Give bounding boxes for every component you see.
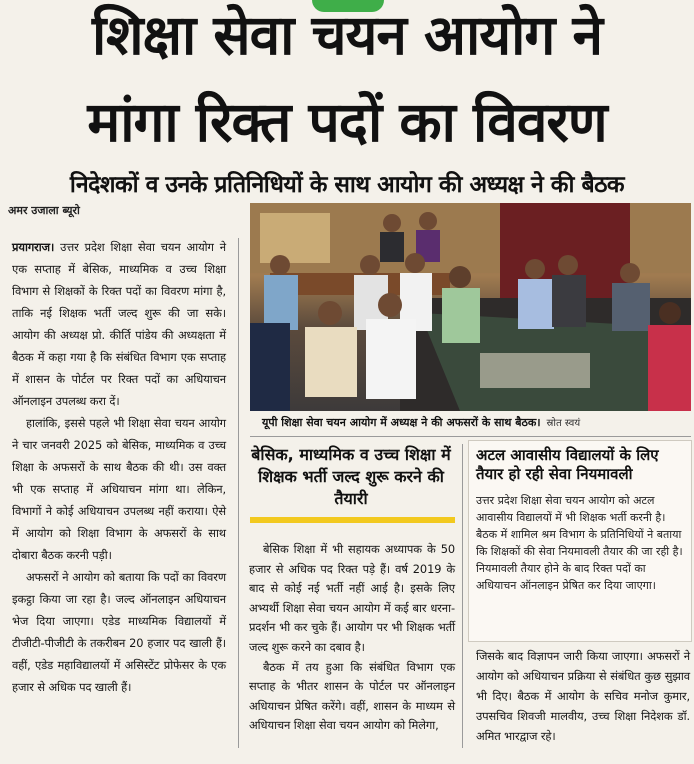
subheadline: निदेशकों व उनके प्रतिनिधियों के साथ आयोग की अध्यक्ष ने की बैठक bbox=[69, 172, 625, 198]
side-box-body: उत्तर प्रदेश शिक्षा सेवा चयन आयोग को अटल आवासीय विद्यालयों में भी शिक्षक भर्ती करनी है। बैठक में शामिल श्रम विभाग के प्रतिनिधियों ने बताया कि शिक्षकों की सेवा नियमावली तैयार की जा रही है। नियमावली तैयार होने के बाद रिक्त पदों का अधियाचन ऑनलाइन प्रेषित कर दिया जाएगा। bbox=[476, 494, 683, 592]
middle-story-body bbox=[249, 540, 455, 736]
byline: अमर उजाला ब्यूरो bbox=[8, 204, 80, 217]
column-divider-1 bbox=[238, 238, 239, 748]
column-1-para-3: अफसरों ने आयोग को बताया कि पदों का विवरण इकट्ठा किया जा रहा है। जल्द ऑनलाइन अधियाचन भेज दिया जाएगा। एडेड माध्यमिक विद्यालयों में टीजीटी-पीजीटी के तकरीबन 20 हजार पद खाली हैं। वहीं, एडेड महाविद्यालयों में असिस्टेंट प्रोफेसर के एक हजार से अधिक पद खाली हैं। bbox=[12, 570, 226, 694]
column-1-para-1-text: उत्तर प्रदेश शिक्षा सेवा चयन आयोग ने एक सप्ताह में बेसिक, माध्यमिक व उच्च शिक्षा विभाग से शिक्षकों के रिक्त पदों का विवरण मांगा है, ताकि नई शिक्षक भर्ती जल्द शुरू की जा सके। आयोग की अध्यक्ष प्रो. कीर्ति पांडेय की अध्यक्षता में बैठक में कहा गया है कि संबंधित विभाग एक सप्ताह में शासन के पोर्टल पर रिक्त पदों का अधियाचन ऑनलाइन उपलब्ध करा दें। bbox=[12, 240, 226, 408]
photo-caption-text: यूपी शिक्षा सेवा चयन आयोग में अध्यक्ष ने की अफसरों के साथ बैठक। bbox=[262, 416, 541, 429]
middle-story-heading: बेसिक, माध्यमिक व उच्च शिक्षा में शिक्षक भर्ती जल्द शुरू करने की तैयारी bbox=[251, 445, 451, 508]
column-3 bbox=[476, 646, 690, 746]
headline-line-1: शिक्षा सेवा चयन आयोग ने bbox=[91, 3, 603, 67]
photo-caption bbox=[262, 415, 682, 432]
dateline: प्रयागराज। bbox=[12, 240, 55, 254]
middle-story-para-1: बेसिक शिक्षा में भी सहायक अध्यापक के 50 हजार से अधिक पद रिक्त पड़े हैं। वर्ष 2019 के बाद से कोई नई भर्ती नहीं आई है। इसके लिए अभ्यर्थी शिक्षा सेवा चयन आयोग में कई बार धरना-प्रदर्शन भी कर चुके हैं। आयोग पर भी शिक्षक भर्ती जल्द शुरू करने का दबाव है। bbox=[249, 542, 455, 654]
photo-source: स्रोत स्वयं bbox=[546, 418, 581, 429]
column-1-para-1 bbox=[12, 236, 226, 412]
column-1 bbox=[12, 236, 226, 698]
column-3-para: जिसके बाद विज्ञापन जारी किया जाएगा। अफसरों ने आयोग को अधियाचन प्रक्रिया से संबंधित कुछ सुझाव भी दिए। बैठक में आयोग के सचिव मनोज कुमार, उपसचिव शिवजी मालवीय, उच्च शिक्षा निदेशक डॉ. अमित भारद्वाज रहे। bbox=[476, 649, 690, 743]
heading-accent-bar bbox=[250, 517, 455, 523]
caption-divider bbox=[250, 436, 691, 437]
headline-line-2: मांगा रिक्त पदों का विवरण bbox=[87, 90, 607, 154]
middle-story-para-2: बैठक में तय हुआ कि संबंधित विभाग एक सप्ताह के भीतर शासन के पोर्टल पर ऑनलाइन अधियाचन प्रेषित करेंगे। वहीं, शासन के माध्यम से अधियाचन शिक्षा सेवा चयन आयोग को मिलेगा, bbox=[249, 659, 455, 733]
column-1-para-2: हालांकि, इससे पहले भी शिक्षा सेवा चयन आयोग ने चार जनवरी 2025 को बेसिक, माध्यमिक व उच्च शिक्षा के अफसरों के साथ बैठक की थी। उस वक्त भी एक सप्ताह में अधियाचन मांगा था। लेकिन, विभागों ने कोई अधियाचन उपलब्ध नहीं कराया। ऐसे में आयोग को शिक्षा विभाग के अफसरों के साथ दोबारा बैठक करनी पड़ी। bbox=[12, 416, 226, 562]
side-box-heading: अटल आवासीय विद्यालयों के लिए तैयार हो रही सेवा नियमावली bbox=[476, 446, 659, 483]
meeting-photo-illustration bbox=[250, 203, 691, 411]
column-divider-2 bbox=[462, 444, 463, 748]
meeting-photo bbox=[250, 203, 691, 411]
